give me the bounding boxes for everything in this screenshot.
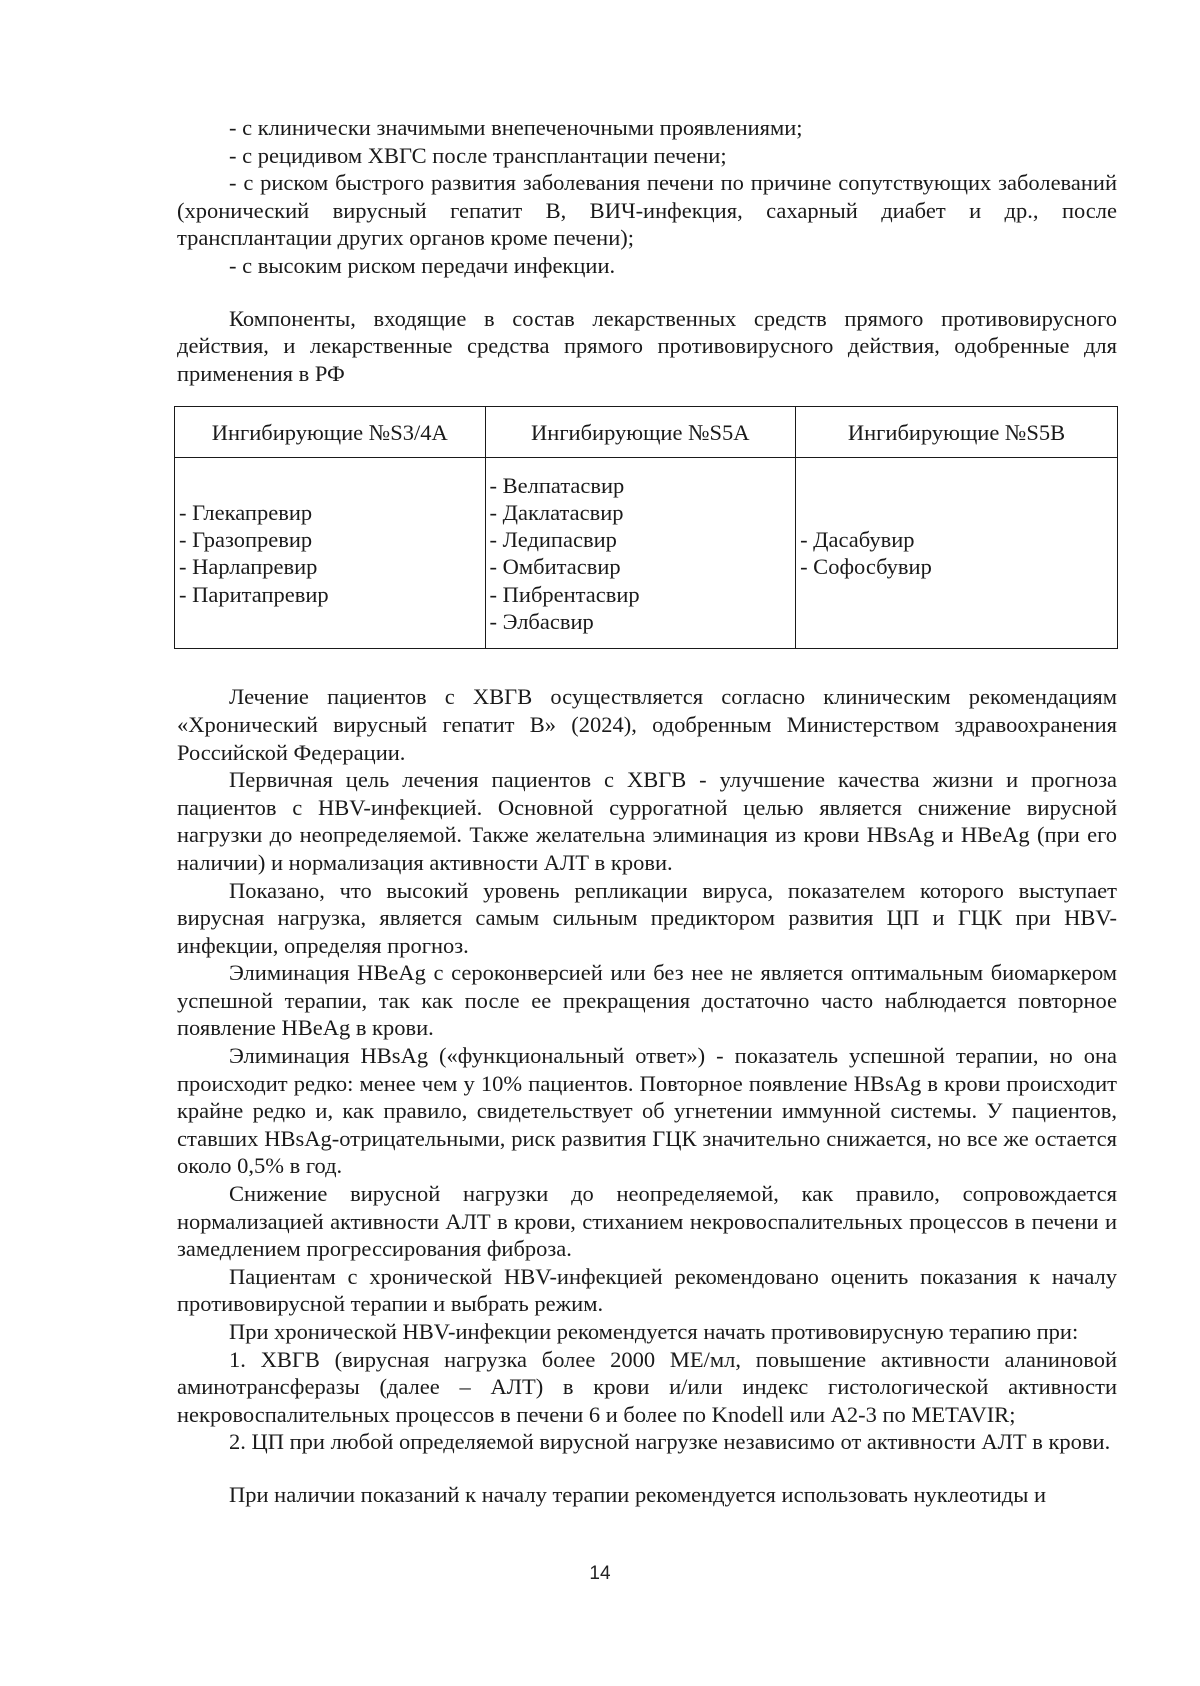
drug-list	[490, 472, 792, 635]
indication-item: - с высоким риском передачи инфекции.	[229, 252, 616, 278]
drug-item: - Глекапревир	[179, 499, 313, 525]
table-header-cell: Ингибирующие №S5B	[796, 407, 1118, 458]
indication-item: - с рецидивом ХВГС после трансплантации печени;	[229, 142, 727, 168]
drug-item: - Ледипасвир	[489, 527, 617, 553]
paragraph: Элиминация HBeAg с сероконверсией или без нее не является оптимальным биомаркером успешной терапии, так как после ее прекращения достаточно часто наблюдается повторное появление HBeAg в крови.	[177, 960, 1117, 1041]
drug-list	[179, 499, 481, 608]
indication-list	[177, 114, 1117, 280]
paragraph: Элиминация HBsAg («функциональный ответ») - показатель успешной терапии, но она происходит редко: менее чем у 10% пациентов. Повторное появление HBsAg в крови происходит крайне редко и, как правило, свидетельствует об угнетении иммунной системы. У пациентов, ставших HBsAg-отрицательными, риск развития ГЦК значительно снижается, но все же остается около 0,5% в год.	[177, 1043, 1117, 1179]
drug-item: - Гразопревир	[179, 527, 313, 553]
table-cell-ns5b	[796, 458, 1118, 649]
body-text	[177, 683, 1117, 1508]
indication-item: - с риском быстрого развития заболевания печени по причине сопутствующих заболеваний (хронический вирусный гепатит В, ВИЧ-инфекция, сахарный диабет и др., после трансплантации других органов кроме печени);	[177, 170, 1117, 251]
table-header-row	[175, 407, 1118, 458]
indication-item: - с клинически значимыми внепеченочными проявлениями;	[229, 115, 803, 140]
table-header-cell: Ингибирующие №S3/4A	[175, 407, 486, 458]
paragraph: Показано, что высокий уровень репликации вируса, показателем которого выступает вирусная нагрузка, является самым сильным предиктором развития ЦП и ГЦК при HBV-инфекции, определяя прогноз.	[177, 877, 1117, 958]
drug-item: - Софосбувир	[800, 554, 932, 580]
paragraph: Пациентам с хронической HBV-инфекцией рекомендовано оценить показания к началу противовирусной терапии и выбрать режим.	[177, 1263, 1117, 1317]
drug-table	[174, 406, 1118, 649]
page-number: 14	[589, 1563, 611, 1584]
drug-item: - Паритапревир	[179, 581, 329, 607]
paragraph: При хронической HBV-инфекции рекомендуется начать противовирусную терапию при:	[229, 1319, 1079, 1344]
paragraph: При наличии показаний к началу терапии рекомендуется использовать нуклеотиды и	[229, 1481, 1046, 1507]
drug-item: - Омбитасвир	[489, 554, 621, 580]
table-row	[175, 458, 1118, 649]
page-content	[177, 114, 1117, 1509]
drug-item: - Элбасвир	[489, 608, 594, 634]
paragraph: Лечение пациентов с ХВГВ осуществляется согласно клиническим рекомендациям «Хронический вирусный гепатит В» (2024), одобренным Министерством здравоохранения Российской Федерации.	[177, 684, 1117, 765]
table-caption: Компоненты, входящие в состав лекарственных средств прямого противовирусного действия, и лекарственные средства прямого противовирусного действия, одобренные для применения в РФ	[177, 305, 1117, 386]
paragraph: 1. ХВГВ (вирусная нагрузка более 2000 МЕ/мл, повышение активности аланиновой аминотрансферазы (далее – АЛТ) в крови и/или индекс гистологической активности некровоспалительных процессов в печени 6 и более по Knodell или А2-3 по METAVIR;	[177, 1346, 1117, 1427]
drug-item: - Даклатасвир	[489, 499, 624, 525]
drug-item: - Нарлапревир	[179, 554, 318, 580]
drug-list	[800, 526, 1113, 580]
table-cell-ns5a	[485, 458, 796, 649]
drug-item: - Дасабувир	[800, 527, 915, 553]
table-cell-ns3	[175, 458, 486, 649]
paragraph: 2. ЦП при любой определяемой вирусной нагрузке независимо от активности АЛТ в крови.	[229, 1429, 1111, 1455]
paragraph: Первичная цель лечения пациентов с ХВГВ - улучшение качества жизни и прогноза пациентов с HBV-инфекцией. Основной суррогатной целью является снижение вирусной нагрузки до неопределяемой. Также желательна элиминация из крови HBsAg и HBeAg (при его наличии) и нормализация активности АЛТ в крови.	[177, 767, 1117, 875]
paragraph: Снижение вирусной нагрузки до неопределяемой, как правило, сопровождается нормализацией активности АЛТ в крови, стиханием некровоспалительных процессов в печени и замедлением прогрессирования фиброза.	[177, 1181, 1117, 1262]
drug-item: - Пибрентасвир	[489, 581, 640, 607]
drug-item: - Велпатасвир	[489, 472, 625, 498]
table-header-cell: Ингибирующие №S5A	[485, 407, 796, 458]
